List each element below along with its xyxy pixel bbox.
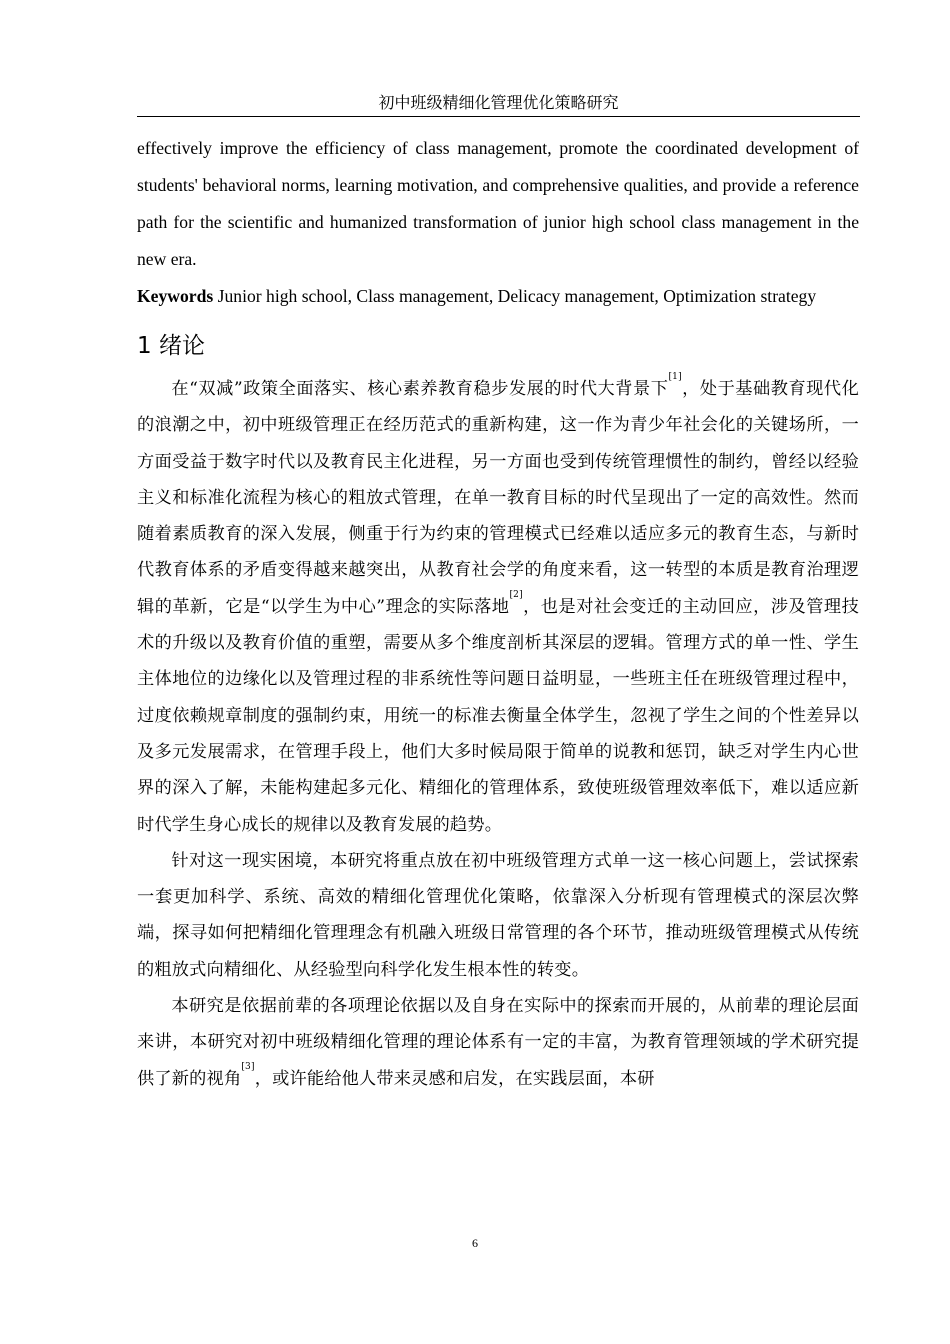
citation-2[interactable]: [2] xyxy=(509,589,523,600)
keywords-label: Keywords xyxy=(137,286,214,306)
page-body xyxy=(137,130,859,1097)
running-header: 初中班级精细化管理优化策略研究 xyxy=(137,92,860,117)
citation-1[interactable]: [1] xyxy=(668,372,682,382)
paragraph-1 xyxy=(137,371,859,843)
section-heading: 1 绪论 xyxy=(137,333,205,359)
abstract-continuation: effectively improve the efficiency of class management, promote the coordinated development of students' behavioral norms, learning motivation, and comprehensive qualities, and provide a reference path for the scientific and humanized transformation of junior high school class management in the new era. xyxy=(137,138,859,269)
keywords-line xyxy=(137,278,859,315)
paragraph-1-part-a: 在“双减”政策全面落实、核心素养教育稳步发展的时代大背景下 xyxy=(171,379,669,399)
keywords-text: Junior high school, Class management, Delicacy management, Optimization strategy xyxy=(213,286,817,306)
paragraph-1-part-b: ，处于基础教育现代化的浪潮之中，初中班级管理正在经历范式的重新构建，这一作为青少年社会化的关键场所，一方面受益于数字时代以及教育民主化进程，另一方面也受到传统管理惯性的制约，曾经以经验主义和标准化流程为核心的粗放式管理，在单一教育目标的时代呈现出了一定的高效性。然而随着素质教育的深入发展，侧重于行为约束的管理模式已经难以适应多元的教育生态，与新时代教育体系的矛盾变得越来越突出，从教育社会学的角度来看，这一转型的本质是教育治理逻辑的革新，它是“以学生为中心”理念的实际落地 xyxy=(137,379,859,617)
paragraph-3-part-a: 本研究是依据前辈的各项理论依据以及自身在实际中的探索而开展的，从前辈的理论层面来讲，本研究对初中班级精细化管理的理论体系有一定的丰富，为教育管理领域的学术研究提供了新的视角 xyxy=(137,996,859,1089)
paragraph-3 xyxy=(137,988,859,1097)
paragraph-1-part-c: ，也是对社会变迁的主动回应，涉及管理技术的升级以及教育价值的重塑，需要从多个维度剖析其深层的逻辑。管理方式的单一性、学生主体地位的边缘化以及管理过程的非系统性等问题日益明显，一些班主任在班级管理过程中，过度依赖规章制度的强制约束，用统一的标准去衡量全体学生，忽视了学生之间的个性差异以及多元发展需求，在管理手段上，他们大多时候局限于简单的说教和惩罚，缺乏对学生内心世界的深入了解，未能构建起多元化、精细化的管理体系，致使班级管理效率低下，难以适应新时代学生身心成长的规律以及教育发展的趋势。 xyxy=(137,596,859,835)
citation-3[interactable]: [3] xyxy=(241,1061,255,1072)
paragraph-3-part-b: ，或许能给他人带来灵感和启发，在实践层面，本研 xyxy=(254,1068,655,1089)
page-number: 6 xyxy=(472,1236,478,1250)
paragraph-2: 针对这一现实困境，本研究将重点放在初中班级管理方式单一这一核心问题上，尝试探索一套更加科学、系统、高效的精细化管理优化策略，依靠深入分析现有管理模式的深层次弊端，探寻如何把精细化管理理念有机融入班级日常管理的各个环节，推动班级管理模式从传统的粗放式向精细化、从经验型向科学化发生根本性的转变。 xyxy=(137,850,859,980)
